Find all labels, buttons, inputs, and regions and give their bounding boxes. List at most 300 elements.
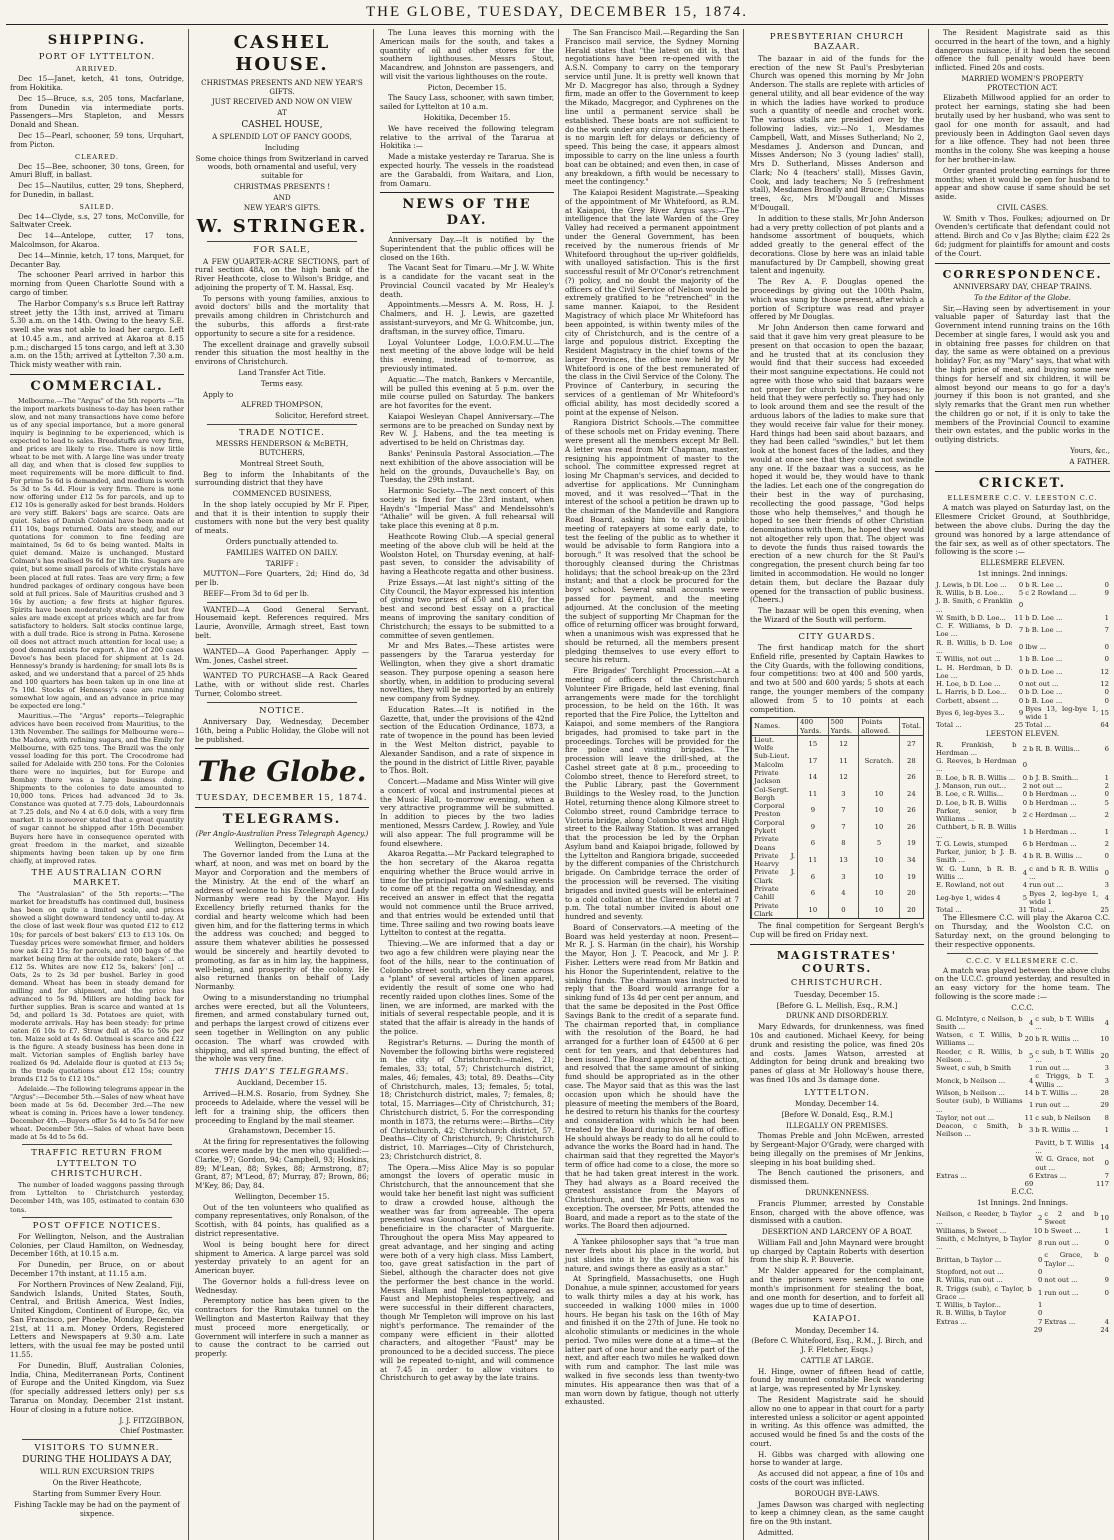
score-cell: b R. B. Willis ... <box>1029 852 1083 861</box>
score-cell <box>1099 757 1110 774</box>
score-row <box>935 757 1110 774</box>
sailed-label: SAILED. <box>79 202 115 211</box>
score-cell: 4 <box>1104 893 1109 902</box>
score-cell: 6 <box>1028 1171 1034 1180</box>
score-cell: T. G. Lewis, stumped <box>936 839 1008 848</box>
news-item: Kaiapoi Wesleyan Chapel Anniversary.—The sermons are to be preached on Sunday next by Rev W. J. Habens, and the tea meeting is advertised to be held on Christmas day. <box>380 411 554 448</box>
score-cell: 5 <box>1022 893 1028 902</box>
score-cell: R. B. Willis, b Taylor <box>936 1309 1007 1318</box>
score-cell: T. Willis, b Taylor... <box>936 1301 1001 1310</box>
score-row <box>935 1031 1110 1048</box>
news-item: Concert.—Madame and Miss Winter will give a concert of vocal and instrumental pieces at the Music Hall, to-morrow evening, when a very attractive programme will be submitted. In addition to pieces by the two ladies mentioned, Messrs Cardew, J. Rowley, and Yule will also appear. The full programme will be found elsewhere. <box>380 777 554 848</box>
ad-line: NEW YEAR'S GIFTS. <box>243 203 321 213</box>
score-cell: R. Willis, b B. Loe... <box>936 588 1004 597</box>
score-cell <box>1099 1301 1110 1309</box>
commenced: COMMENCED BUSINESS, <box>232 489 332 499</box>
table-cell: 11 <box>798 786 829 803</box>
visitors-line: DURING THE HOLIDAYS A DAY, <box>22 1455 172 1466</box>
guards-final: The final competition for Sergeant Bergh's Cup will be fired on Friday next. <box>750 921 924 939</box>
bazaar-para: In addition to these stalls, Mr John Anderson had a very pretty collection of pot plants and a handsome assortment of bouquets, which added greatly to the general effect of the decorations. Close by here was an inlaid table manufactured by Dr Campbell, showing great talent and ingenuity. <box>750 213 924 276</box>
score-cell: c 2 and b Sweet <box>1044 1209 1099 1227</box>
shipping-heading: SHIPPING. <box>47 33 147 48</box>
score-cell <box>1043 1301 1099 1309</box>
score-cell: 6 <box>1104 744 1109 753</box>
score-cell: Reeder, c R. Willis, b Neilson ... <box>936 1047 1023 1064</box>
divider <box>750 944 924 945</box>
score-cell: 0 <box>1018 667 1024 676</box>
case-heading: DRUNKENNESS. <box>805 1188 869 1198</box>
score-cell: c 2 Rowland ... <box>1025 588 1077 597</box>
news-item: Aquatic.—The match, Bankers v Mercantile, will be pulled this evening at 5 p.m. over the mile course pulled on Saturday. The bankers are hot favorites for the event. <box>380 374 554 411</box>
letter-title: ANNIVERSARY DAY, CHEAP TRAINS. <box>953 281 1092 291</box>
news-item: Fire Brigades' Torchlight Procession.—At a meeting of officers of the Christchurch Volunteer Fire Brigade, held last evening, final arrangements were made for the torchlight procession, to be held on the 16th. It was reported that the Fire Police, the Lyttelton and Kaiapoi, and some members of the Rangiora brigades, had promised to take part in the proceedings. Torches will be provided for the fire police and visiting brigades. The procession will leave the drill-shed, at the Cashel street gate at 8 p.m., proceeding to Colombo street, thence to Hereford street, to the Public Library, past the Government Buildings to the Wesley road, to the Junction Hotel, returning thence along Kilmore street to Colombo street, round Cambridge terrace to Victoria bridge, along Colombo street and High street to the Railway Station. It was arranged that the procession be led by the Orphan Asylum band and Kaiapoi brigade, followed by the Lyttelton and Rangiora brigade, succeeded by the different companies of the Christchurch brigade. On Cambridge terrace the order of the procession will be reversed. The visiting brigades and invited guests will be entertained to a cold collation at the Clarendon Hotel at 7 p.m. The total number invited is about one hundred and seventy. <box>565 666 739 922</box>
news-item: Akaroa Regatta.—Mr Packard telegraphed to the hon secretary of the Akaroa regatta enquiring whether the Bruce would arrive in time for the principal rowing and sailing events to come off at the regatta on Wednesday, and received an answer in effect that the regatta would not commence until the Bruce arrived, and that entries would be extended until that time. Three sailing and two rowing boats leave Lyttelton to contest at the regatta. <box>380 849 554 938</box>
visitors-ad <box>10 1455 184 1518</box>
table-cell: 28 <box>899 752 923 769</box>
score-cell: run out ... <box>1035 1101 1070 1110</box>
score-cell: 1 <box>1018 655 1024 664</box>
match-para: A match was played on Saturday last, on the Ellesmere Cricket Ground, at Southbridge, between the above clubs. During the day the ground was honored by a large attendance of the fair sex, as well as of other spectators. The following is the score :— <box>935 503 1110 557</box>
score-cell: 5 <box>1104 798 1109 807</box>
score-row <box>935 1227 1110 1235</box>
notice-heading: NOTICE. <box>259 705 305 716</box>
table-cell <box>859 735 900 752</box>
column-1 <box>6 29 189 1540</box>
alfred-thompson: ALFRED THOMPSON, <box>241 400 323 410</box>
score-cell: 28 <box>1100 1089 1109 1098</box>
ecc-scorecard <box>935 1210 1110 1334</box>
score-cell <box>1099 597 1110 614</box>
post-notice: For Northern Provinces of New Zealand, Fiji, Sandwich Islands, United States, South, Central, and British America, West Indies, United Kingdom, Continent of Europe, &c, via San Francisco, per Phoebe, Monday, December 21st, at 11 a.m. Money Orders, Registered Letters and Newspapers at 9.30 a.m. Late letters, with the usual fee may be posted until 11.55. <box>10 1279 184 1360</box>
ad-line: AT <box>277 108 287 118</box>
score-cell <box>1024 597 1099 614</box>
divider <box>195 807 369 808</box>
wanted-ad: WANTED TO PURCHASE—A Rack Geared Lathe, with or without slide rest. Charles Turner, Colombo street. <box>195 671 369 698</box>
score-row <box>935 807 1110 824</box>
score-cell: b R. Lee ... <box>1025 580 1063 589</box>
table-cell: 8 <box>828 835 859 852</box>
table-cell: 11 <box>828 752 859 769</box>
table-cell: 19 <box>899 835 923 852</box>
ad-line: A SPLENDID LOT OF FANCY GOODS, <box>212 132 352 141</box>
col-header: 400 Yards. <box>798 718 829 735</box>
score-cell: Corbett, absent ... <box>936 696 999 705</box>
post-notice: For Dunedin, per Bruce, on or about December 17th instant, at 11.15 a.m. <box>10 1260 184 1279</box>
guards-heading: CITY GUARDS. <box>798 631 876 642</box>
score-cell: 1 <box>1038 1301 1043 1310</box>
solicitor: Solicitor, Hereford street. <box>275 411 369 421</box>
sailed-item: Dec 14—Antelope, cutter, 17 tons, Malcolmson, for Akaroa. <box>10 231 184 250</box>
news-item: Registrar's Returns. — During the month of November the following births were registered in the city of Christchurch:—males, 21; females, 33; total, 57; Christchurch district, males, 46; females, 43; total, 89. Deaths—City of Christchurch, males, 13; females, 5; total, 18; Christchurch district, males, 7; females, 8; total, 15. Marriages—City of Christchurch, 31; Christchurch district, 5. For the corresponding month in 1873, the returns were:—Births—City of Christchurch, 42; Christchurch district, 57. Deaths—City of Christchurch, 9; Christchurch district, 10. Marriages—City of Christchurch, 23; Christchurch district, 8. <box>380 1037 554 1161</box>
table-cell: 9 <box>798 802 829 819</box>
telegram: Owing to a misunderstanding no triumphal arches were erected, but all the Volunteers, firemen, and armed constabulary turned out, and perhaps the largest crowd of citizens ever seen together in Wellington on any public occasion. The wharf was crowded with shipping, and all spread bunting, the effect of the whole was very fine. <box>195 992 369 1064</box>
news-item: Education Rates.—It is notified in the Gazette, that, under the provisions of the 42nd section of the Education Ordinance, 1873, a rate of twopence in the pound has been levied in the West Melton district, payable to Alexander Sandison, and a rate of sixpence in the pound in the district of Little River, payable to Thos. Bolt. <box>380 704 554 776</box>
score-cell: 0 <box>1038 1255 1043 1264</box>
telegrams-heading: TELEGRAMS. <box>222 811 342 827</box>
divider <box>577 1234 727 1235</box>
score-cell: b Sweet ... <box>1044 1226 1081 1235</box>
score-cell: Extras ... <box>936 1171 967 1180</box>
arrived-label: ARRIVED. <box>75 65 119 74</box>
score-cell: 0 <box>1104 696 1109 705</box>
table-cell: 27 <box>899 735 923 752</box>
score-cell: Total ... <box>1029 906 1055 915</box>
score-row <box>935 799 1110 807</box>
score-row <box>935 688 1110 696</box>
score-cell: not out ... <box>1025 680 1059 689</box>
score-row <box>935 1089 1110 1097</box>
score-cell: 2 <box>1022 810 1028 819</box>
score-cell: R. Frankish, b Herdman ... <box>936 740 1017 757</box>
postmaster-title: Chief Postmaster. <box>120 1426 184 1436</box>
score-cell: 2 <box>1104 810 1109 819</box>
table-cell: 6 <box>798 835 829 852</box>
court-heading: CHRISTCHURCH. <box>790 978 884 989</box>
table-cell: Private Jackson <box>752 769 798 786</box>
score-cell: 4 <box>1028 1076 1034 1085</box>
score-cell: b J. B. Smith... <box>1029 773 1079 782</box>
table-cell: 15 <box>798 735 829 752</box>
case-heading: ILLEGALLY ON PREMISES. <box>786 1120 888 1130</box>
score-row <box>935 741 1110 758</box>
score-cell: Wilson, b Neilson ... <box>936 1089 1005 1098</box>
telegram: Wool is being bought here for direct shipment to America. A large parcel was sold yesterday privately to an agent for an American buyer. <box>195 1239 369 1276</box>
score-cell: Byes 6, leg-byes 3... <box>936 709 1005 718</box>
divider <box>207 668 357 669</box>
score-cell: 3 <box>1104 1064 1109 1073</box>
score-cell: run out ... <box>1035 1064 1070 1073</box>
score-cell: 0 <box>1022 790 1028 799</box>
court-date: Monday, December 14. <box>795 1098 879 1108</box>
score-cell: 8 <box>1104 1113 1109 1122</box>
table-cell: 17 <box>798 752 829 769</box>
table-row <box>752 819 924 836</box>
score-cell: 0 <box>1104 655 1109 664</box>
post-notice: For Wellington, Nelson, and the Australian Colonies, per Claud Hamilton, on Wednesday, December 16th, at 10.15 a.m. <box>10 1231 184 1259</box>
score-cell: 2 <box>1022 744 1028 753</box>
arrived-item: Dec 15—Pearl, schooner, 59 tons, Urquhart, from Picton. <box>10 130 184 149</box>
score-cell: 1 <box>1104 1226 1109 1235</box>
divider <box>935 471 1110 472</box>
news-item: The San Francisco Mail.—Regarding the San Francisco mail service, the Sydney Morning Herald states that "the latest on dit is, that negotiations have been re-opened with the A.S.N. Company to carry on the temporary service until June. It is pretty well known that Mr D. Macgregor has also, through a Sydney firm, made an offer to the Government to keep the Mikado, Macgregor, and Cyphrenes on the line until a permanent service shall be established. These boats are not sufficient to do the work under any circumstances, as there is no margin left for delays or deficiency of speed. This being the case, it appears almost impossible to carry on the line unless a fourth boat can be obtained; and even then, in case of any breakdown, a fifth would be necessary to meet the contingency." <box>565 28 739 187</box>
table-cell: 7 <box>828 819 859 836</box>
table-cell: Private J. Hearvy <box>752 852 798 869</box>
table-cell: 3 <box>828 868 859 885</box>
case-body: H. Gibbs was charged with allowing one horse to wander at large. <box>750 1449 924 1468</box>
case-body: Order granted protecting earnings for three months; when it would be open for husband to appear and show cause if same should be set aside. <box>935 165 1110 202</box>
shipping-paragraph: The Harbor Company's s.s Bruce left Rattray street jetty the 13th inst, arrived at Timaru 5.30 a.m. on the 14th. Owing to the heavy S.E. swell she was not able to load her cargo. Left at 10.45 a.m., and arrived at Akaroa at 8.15 p.m.; discharged 15 tons cargo, and left at 3.30 a.m. on the 15th; arrived at Lyttelton 7.30 a.m. Thick misty weather with rain. <box>10 298 184 370</box>
score-row <box>935 639 1110 656</box>
telegram: The Governor landed from the Luna at the wharf, at noon, and was met on board by the Mayor and Corporation and the members of the Ministry. At the end of the wharf an address of welcome to his Excellency and Lady Normanby were read by the Mayor. His Excellency briefly returned thanks for the cordial and hearty welcome which had been given him, and for the flattering terms in which the address was couched; and begged to assure them whatever abilities he possessed would be sincerely and heartily devoted to promoting, as far as in him lay, the happiness, well-being, and prosperity of the colony. He also returned thanks on behalf of Lady Normanby. <box>195 850 369 992</box>
score-cell: b D. Loe ... <box>1025 667 1063 676</box>
score-row <box>935 890 1110 907</box>
commercial-heading: COMMERCIAL. <box>30 378 164 394</box>
innings-head: 1st innings. 2nd innings. <box>977 568 1068 578</box>
columns <box>6 28 1110 1537</box>
visitors-line: Starting from Summer Every Hour. <box>32 1488 162 1498</box>
news-item: Banks' Peninsula Pastoral Association.—The next exhibition of the above association will be held on the grounds, Duvauchelle's Bay, on Tuesday, the 29th instant. <box>380 448 554 485</box>
score-cell: not out ... <box>1044 1276 1078 1285</box>
score-cell: b Herdman ... <box>1029 827 1077 836</box>
montreal: Montreal Street South, <box>239 458 325 468</box>
letter-body: Sir,—Having seen by advertisement in your valuable paper of Saturday last that the Government intend running trains on the 16th December at single fares, I would ask you and in obtaining free passes for children on that day, the same as were obtained on a previous holiday? For, as my "Mary" says, that what with the high price of meat, and buying some new things for herself and six children, it will be almost beyond our means to go for a day's journey if this boon is not granted, and she slyly remarks that the Grant men run whether the children go or not, if it is only to take the members of the Provincial Council to examine their own estates, and the public works in the outlying districts. <box>935 303 1110 445</box>
score-row <box>935 664 1110 681</box>
magistrates-heading: MAGISTRATES' COURTS. <box>776 948 898 976</box>
score-cell: G. Reeves, b Herdman ... <box>936 757 1017 774</box>
news-item: Thieving.—We are informed that a day or two ago a few children were playing near the foot of the hills, near to the continuation of Colombo street south, when they came across a "plant" of several articles of linen apparel, evidently the result of some one who had recently raided upon clothes lines. Some of the linen, we are informed, are marked with the initials of several respectable people, and it is stated that the affair is already in the hands of the police. <box>380 939 554 1036</box>
score-row <box>935 1139 1110 1156</box>
telegram: Peremptory notice has been given to the contractors for the Rimutaka tunnel on the Wellington and Masterton Railway that they must proceed more energetically, or Government will interfere in such a manner as to cause the contract to be carried out properly. <box>195 1296 369 1359</box>
col-header: Total. <box>899 718 923 735</box>
divider <box>207 644 357 645</box>
score-cell: b Herdman ... <box>1029 839 1077 848</box>
score-cell: 0 <box>1018 642 1024 651</box>
score-row <box>935 622 1110 639</box>
telegram: We have received the following telegram relative to the arrival of the Tararua at Hokitika :— <box>380 123 554 151</box>
score-cell: R. Willis, run out ... <box>936 1276 1003 1285</box>
case-body: James Dawson was charged with neglecting to keep a chimney clean, as the same caught fire on the 9th instant. <box>750 1499 924 1527</box>
score-cell: W. G. Grace, not out ... <box>1035 1155 1094 1172</box>
score-cell: Smith, c McIntyre, b Taylor ... <box>936 1234 1032 1252</box>
case-heading: MARRIED WOMEN'S PROPERTY PROTECTION ACT. <box>961 73 1084 92</box>
wanted-ad: WANTED—A Good Paperhanger. Apply —Wm. Jones, Cashel street. <box>195 646 369 665</box>
score-row <box>935 1235 1110 1252</box>
score-cell: 0 <box>1104 1238 1109 1247</box>
visitors-line: Fishing Tackle may be had on the payment of sixpence. <box>14 1499 180 1518</box>
score-cell: 0 <box>1022 761 1028 770</box>
case-body: Admitted. <box>758 1527 794 1537</box>
score-cell: 0 <box>1104 688 1109 697</box>
score-row <box>935 1301 1110 1309</box>
case-body: William Fall and John Maynard were brought up charged by Captain Roberts with desertion from the ship R. P. Bouverie. <box>750 1237 924 1265</box>
beef: BEEF—From 3d to 6d per lb. <box>203 588 309 598</box>
table-cell: 24 <box>899 786 923 803</box>
score-cell: 9 <box>1104 588 1109 597</box>
table-cell: 10 <box>859 819 900 836</box>
score-cell <box>1028 757 1099 774</box>
table-cell: 10 <box>859 868 900 885</box>
news-item: Board of Conservators.—A meeting of the Board was held yesterday at noon. Present—Mr R. J. S. Harman (in the chair), his Worship the Mayor, Hon J. T. Peacock, and Mr J. P. Fisher. Letters were read from Mr Batkin and his Honor the Superintendent, relative to the sinking funds. The chairman was instructed to reply that the Board would arrange for a sinking fund of 13s 4d per cent per annum, and that the same be deposited in the Post Office Savings Bank to the credit of a separate fund. The chairman reported that, in compliance with the resolution of the Board, he had arranged for a further loan of £4500 at 6 per cent for ten years, and that debentures had been issued. The Board approved of the action, and resolved that the same amount of sinking fund should be appropriated as in the other case. The Mayor said that as this was the last occasion upon which he should have the pleasure of meeting the members of the Board, he desired to return his thanks for the courtesy and consideration with which he had been treated by the Board during his term of office. He should always be ready to do all he could to advance the works the Board had in hand. The chairman said that they regretted the Mayor's term of office had come to a close, the more so that he had taken great interest in the work. They had always as a Board received the greatest assistance from the Mayors of Christchurch, and the present one was no exception. The overseer, Mr Potts, attended the Board, and made a report as to the state of the works. The Board then adjourned. <box>565 922 739 1231</box>
table-cell: Private Deans <box>752 835 798 852</box>
table-cell: 10 <box>798 902 829 919</box>
score-cell <box>1043 1309 1099 1317</box>
table-cell: 9 <box>798 819 829 836</box>
telegram: The Saucy Lass, schooner, with sawn timber, sailed for Lyttelton at 10 a.m. <box>380 93 554 112</box>
arrived-item: Dec 15—Janet, ketch, 41 tons, Outridge, from Hokitika. <box>10 74 184 93</box>
score-cell: 10 <box>1033 1226 1043 1235</box>
ad-line: Including <box>264 142 300 152</box>
score-cell <box>1024 1155 1035 1172</box>
score-cell <box>1043 1326 1099 1334</box>
score-cell: 11 <box>1014 613 1024 622</box>
news-item: The Kaiapoi Resident Magistrate.—Speaking of the appointment of Mr Whitefoord, as R.M. at Kaiapoi, the Grey River Argus says:—The intelligence that the late Warden of the Grey Valley had received a permanent appointment under the General Government, has been received by the numerous friends of Mr Whitefoord throughout the up-river goldfields, with unalloyed satisfaction. This is the first successful result of Mr O'Conor's retrenchment (?) policy, and no doubt the majority of the officers of the Civil Service of Nelson would be extremely gratified to be "retrenched" in the same manner. Kaiapoi, to the Resident Magistracy of which place Mr Whitefoord has been appointed, is within twenty miles of the city of Christchurch, and is the centre of a large and populous district. Excepting the Resident Magistracy in the chief towns of the larger Provinces, the office now held by Mr Whitefoord is one of the best remunerated of the class in the Civil Service of the Colony. The Province of Canterbury, in securing the services of a gentleman of Mr Whitefoord's official ability, has most decidedly scored a point at the expense of Nelson. <box>565 188 739 417</box>
divider <box>380 192 554 193</box>
score-cell: run out ... <box>1044 1288 1079 1297</box>
score-cell: T. Willis, not out ... <box>936 655 1001 664</box>
post-notice: For Dunedin, Bluff, Australian Colonies, India, China, Mediterranean Ports, Continent of Europe and the United Kingdom, via Suez (for specially addressed letters only) per s.s Tararua on Monday, December 21st instant. Hour of closing in a future notice. <box>10 1360 184 1414</box>
score-cell: D. Loe, b R. B. Willis <box>936 798 1007 807</box>
divider <box>392 232 542 233</box>
table-cell: 11 <box>798 852 829 869</box>
news-item: Anniversary Day.—It is notified by the Superintendent that the public offices will be closed on the 16th. <box>380 235 554 262</box>
score-cell: W. Smith, b D. Loe... <box>936 613 1006 622</box>
table-cell: 6 <box>798 868 829 885</box>
score-cell: B. Loe, b R. B. Willis ... <box>936 773 1016 782</box>
col-header: Points allowed. <box>859 718 900 735</box>
table-cell: Scratch. <box>859 752 900 769</box>
score-cell: 0 <box>1104 580 1109 589</box>
score-cell: Pavitt, b T. Willis ... <box>1035 1138 1094 1156</box>
trade-notice: TRADE NOTICE. <box>239 427 325 438</box>
score-row <box>935 1309 1110 1317</box>
team-heading: LEESTON ELEVEN. <box>985 728 1060 738</box>
score-cell: b R. Willis ... <box>1035 1126 1079 1135</box>
divider <box>22 1439 172 1440</box>
score-cell: 14 <box>1100 1142 1109 1151</box>
score-cell: R. B. Willis, b D. Loe ... <box>936 638 1013 655</box>
score-cell: 0 <box>1018 696 1024 705</box>
table-cell: 4 <box>828 885 859 902</box>
masthead: THE GLOBE, TUESDAY, DECEMBER 15, 1874. <box>6 4 1108 25</box>
news-item: Prize Essays.—At last night's sitting of the City Council, the Mayor expressed his intention of giving two prizes of £50 and £10, for the best and second best essay on a practical means of improving the sanitary condition of Christchurch; the essays to be submitted to a committee of seven gentlemen. <box>380 577 554 640</box>
table-cell: 10 <box>859 852 900 869</box>
divider <box>10 374 184 375</box>
stringer-name: W. STRINGER. <box>196 216 368 238</box>
column-6 <box>931 29 1114 1540</box>
court-date: Monday, December 14. <box>795 1325 879 1335</box>
score-cell: Brittan, b Taylor ... <box>936 1255 1002 1264</box>
table-cell: Corporal Preston <box>752 802 798 819</box>
divider <box>22 1217 172 1218</box>
team-heading: ELLESMERE ELEVEN. <box>980 558 1065 568</box>
ad-line: Some choice things from Switzerland in carved woods, both ornamental and useful, very suitable for <box>195 153 369 181</box>
score-cell: 8 <box>1038 1238 1043 1247</box>
score-cell: G. McIntyre, c Neilson, b Smith ... <box>936 1014 1023 1031</box>
score-cell: H. Loe, b D. Loe ... <box>936 680 1001 689</box>
score-cell: 3 <box>1104 881 1109 890</box>
col-header: 500 Yards. <box>828 718 859 735</box>
score-cell <box>935 1139 1024 1156</box>
score-cell: Byes 13, leg-bye 1, wide 1 <box>1025 704 1099 722</box>
score-cell: L. H. Herdman, b D. Loe ... <box>936 663 1013 680</box>
score-cell: Leg-bye 1, wides 4 <box>936 893 1001 902</box>
score-cell: 0 <box>1018 688 1024 697</box>
dateline: Grahamstown, December 15. <box>228 1126 336 1136</box>
score-cell: J. Manson, run out... <box>936 781 1007 790</box>
wanted-ad: WANTED—A Good General Servant. Housemaid kept. References required. Mrs Laurie, Avonville, Armagh street, East town belt. <box>195 604 369 641</box>
score-row <box>935 589 1110 597</box>
score-cell: 29 <box>1033 1325 1043 1334</box>
apply-to: Apply to <box>203 389 234 399</box>
traffic-report: The number of loaded waggons passing through from Lyttelton to Christchurch yesterday, December 14th, was 105, estimated to contain 630 tons. <box>10 1181 184 1214</box>
score-cell: run out ... <box>1044 1238 1079 1247</box>
score-cell: b R. Willis ... <box>1035 1035 1079 1044</box>
table-cell: Private J. Clark <box>752 868 798 885</box>
henderson-body: Beg to inform the Inhabitants of the surrounding district that they have <box>195 469 369 488</box>
globe-date: TUESDAY, DECEMBER 15, 1874. <box>196 792 368 803</box>
telegram: The Governor holds a full-dress levee on Wednesday. <box>195 1276 369 1295</box>
score-cell: Monck, b Neilson ... <box>936 1076 1006 1085</box>
score-cell: 4 <box>1028 1018 1034 1027</box>
score-cell: 11 <box>1024 1113 1034 1122</box>
score-cell: 1 <box>1022 827 1028 836</box>
table-cell: 20 <box>899 885 923 902</box>
cashel-ad <box>195 79 369 213</box>
news-item: Harmonic Society.—The next concert of this society is fixed for the 23rd instant, when Haydn's "Imperial Mass" and Mendelssohn's "Athalie" will be given. A full rehearsal will take place this evening at 8 p.m. <box>380 486 554 531</box>
score-cell: Parker, senior, b Williams ... <box>936 806 1017 824</box>
score-cell: J. Lewis, b Dl. Loe ... <box>936 580 1007 589</box>
letter-yours: Yours, &c., <box>1070 446 1110 455</box>
ad-line: AND <box>273 192 291 202</box>
letter-signature: A FATHER. <box>1069 456 1110 466</box>
court-date: Tuesday, December 15. <box>794 989 880 999</box>
score-row <box>935 1048 1110 1065</box>
innings-head: 1st Innings. 2nd Innings. <box>976 1198 1068 1208</box>
sections-para: The excellent drainage and gravelly subsoil render this situation the most healthy in the environs of Christchurch. <box>195 339 369 367</box>
score-cell: 9 <box>1104 1276 1109 1285</box>
melbourne-report: Melbourne.—The "Argus" of the 5th reports —"In the import markets business to-day has been rather slow, and not many transactions have come before us of any special importance, but a more general inquiry is beginning to be experienced, which is expected to lead to sales. Breadstuffs are very firm, and prices are likely to rise. There is now little wheat to be met with. A large line was under treaty all day, and when that is closed few supplies to meet requirements will be more difficult to find. For prime 5s 6d is demanded, and medium is worth 5s 3d to 5s 4d. Flour is very firm. There is none now offering under £12 5s for parcels, and up to £12 10s is generally asked for best brands. Holders are very stiff. Bakers' bags are scarce. Oats are quiet. Sales of Danish Colonial have been made at £11 10s, bags returned. Oats are steady, and our quotations for common to fine feeding are maintained, 5s 6d to 6s being wanted. Malts in quiet demand. Maize is unchanged. Mustard Colman's has realised 9s 6d for 1lb tins. Sugars are quiet, but some small parcels of white crystals have been placed at full rates. Teas are very firm; a few hundred packages of ordinary congous have been sold at full prices. Sale of Mauritius crushed and 3 16s by auction; a few firsts at higher figures. Spirits have been moderately steady, and but few sales are made except at prices which are far from satisfactory to holders. Salt stocks continue large, with a dull trade. Rice is strong in Patna. Kerosene oil does not attract much attention for local use; a good demand exists for export. A line of 200 cases Devoe's has been placed for shipment at 1s 2d. Hennessy's brandy is hardening; for small lots 8s is asked, and we understand that a parcel of 25 hhds and 100 quarters has been taken up in one line at 7s 10d. Stocks of Hennessy's case are running somewhat low again, and an advance in price may be expected ere long." <box>10 396 184 711</box>
score-cell: 0 <box>1022 773 1028 782</box>
case-body: Thomas Preble and John McEwen, arrested by Sergeant-Major O'Grady, were charged with being illegally on the premises of Mr Jenkins, sleeping in his boat building shed. <box>750 1131 924 1167</box>
table-row <box>752 802 924 819</box>
score-cell: Total ... <box>936 721 962 730</box>
score-cell: Stopford, not out ... <box>936 1267 1004 1276</box>
column-4 <box>561 29 744 1540</box>
score-cell: 2 <box>1104 781 1109 790</box>
days-telegrams-heading: THIS DAY'S TELEGRAMS. <box>214 1067 350 1078</box>
score-cell: b B. Loe ... <box>1025 626 1063 635</box>
score-cell: c sub, b Neilson <box>1035 1113 1091 1122</box>
score-cell: c Grace, b Taylor ... <box>1044 1251 1099 1268</box>
mutton: MUTTON—Fore Quarters, 2d; Hind do, 3d per lb. <box>195 569 369 588</box>
score-cell: 0 <box>1104 642 1109 651</box>
score-row <box>935 1210 1110 1227</box>
score-cell <box>1043 1268 1099 1276</box>
table-cell: 10 <box>859 902 900 919</box>
score-row <box>935 614 1110 622</box>
score-cell: 7 <box>1104 626 1109 635</box>
families: FAMILIES WAITED ON DAILY. <box>226 547 338 557</box>
table-cell: 12 <box>828 769 859 786</box>
table-cell: Lieut. Wolfe <box>752 735 798 752</box>
cleared-item: Dec 15—Bee, schooner, 30 tons, Green, for Amuri Bluff, in ballast. <box>10 161 184 180</box>
column-5 <box>746 29 929 1540</box>
ad-line: CHRISTMAS PRESENTS AND NEW YEAR'S GIFTS. <box>201 77 363 96</box>
score-cell: 12 <box>1100 680 1109 689</box>
cricket-heading: CRICKET. <box>978 475 1067 491</box>
ad-line: CHRISTMAS PRESENTS ! <box>233 181 331 191</box>
score-row <box>935 1122 1110 1139</box>
table-cell: 26 <box>899 802 923 819</box>
news-item: The Vacant Seat for Timaru.—Mr J. W. White is a candidate for the vacant seat in the Provincial Council vacated by Mr Healey's death. <box>380 263 554 299</box>
score-row <box>935 865 1110 882</box>
column-2 <box>191 29 374 1540</box>
telegram: Out of the ten volunteers who qualified as company representatives, only Ronalson, of the Scottish, with 84 points, has qualified as a district representative. <box>195 1202 369 1238</box>
table-row <box>752 885 924 902</box>
letter-to: To the Editor of the Globe. <box>974 292 1071 302</box>
score-cell: 0 <box>1104 790 1109 799</box>
news-item: At Springfield, Massachusetts, one Hugh Donahue, a mule spinner, accustomed for years to walk thirty miles a day at his work, has succeeded in walking 1000 miles in 1000 hours. He began his task on the 16th of May and finished it on the 27th of June. He took no alcoholic stimulants or medicines in the whole period. Two miles were done at a time—at the latter part of one hour and the early part of the next, and after each two miles he walked down with rum and camphor. The last mile was walked in five seconds less than twenty-two minutes. His appearance then was that of a man worn down by fatigue, though not utterly exhausted. <box>565 1274 739 1407</box>
case-body: Mr Nalder appeared for the complainant, and the prisoners were sentenced to one month's imprisonment for stealing the boat, and one month for desertion, and to forfeit all wages due up to time of desertion. <box>750 1266 924 1311</box>
news-item: Rangiora District Schools.—The committee of these schools met on Friday evening. There were present all the members except Mr Bell. A letter was read from Mr Chapman, master, resigning his appointment of master to the school. The committee expressed regret at losing Mr Chapman's services, and decided to advertise for applications. Mr Cunningham moved, and it was resolved—"That in the interest of the school a petition be drawn up to the chairman of the Mandeville and Rangiora Road Board, asking him to call a public meeting of ratepayers at some early date, to test the feeling of the public as to whether it would be advisable to form Rangiora into a borough." It was resolved that the school be thoroughly cleansed during the Christmas holidays; that the school break-up on the 23rd instant; and that a clock be procured for the boys' school. Several small accounts were passed for payment, and the meeting adjourned. At the conclusion of the meeting the subject of supporting Mr Chapman for the office of returning officer was brought forward, when a unanimous wish was expressed that he should be returned, all the members present pledging themselves to use every effort to secure his return. <box>565 418 739 665</box>
table-cell: 10 <box>859 885 900 902</box>
score-cell <box>935 1155 1024 1172</box>
table-cell: 5 <box>859 835 900 852</box>
score-row <box>935 1285 1110 1302</box>
table-cell <box>859 769 900 786</box>
henderson-name: MESSRS HENDERSON & McBETH, BUTCHERS, <box>215 439 349 457</box>
correspondence-heading: CORRESPONDENCE. <box>942 267 1103 281</box>
